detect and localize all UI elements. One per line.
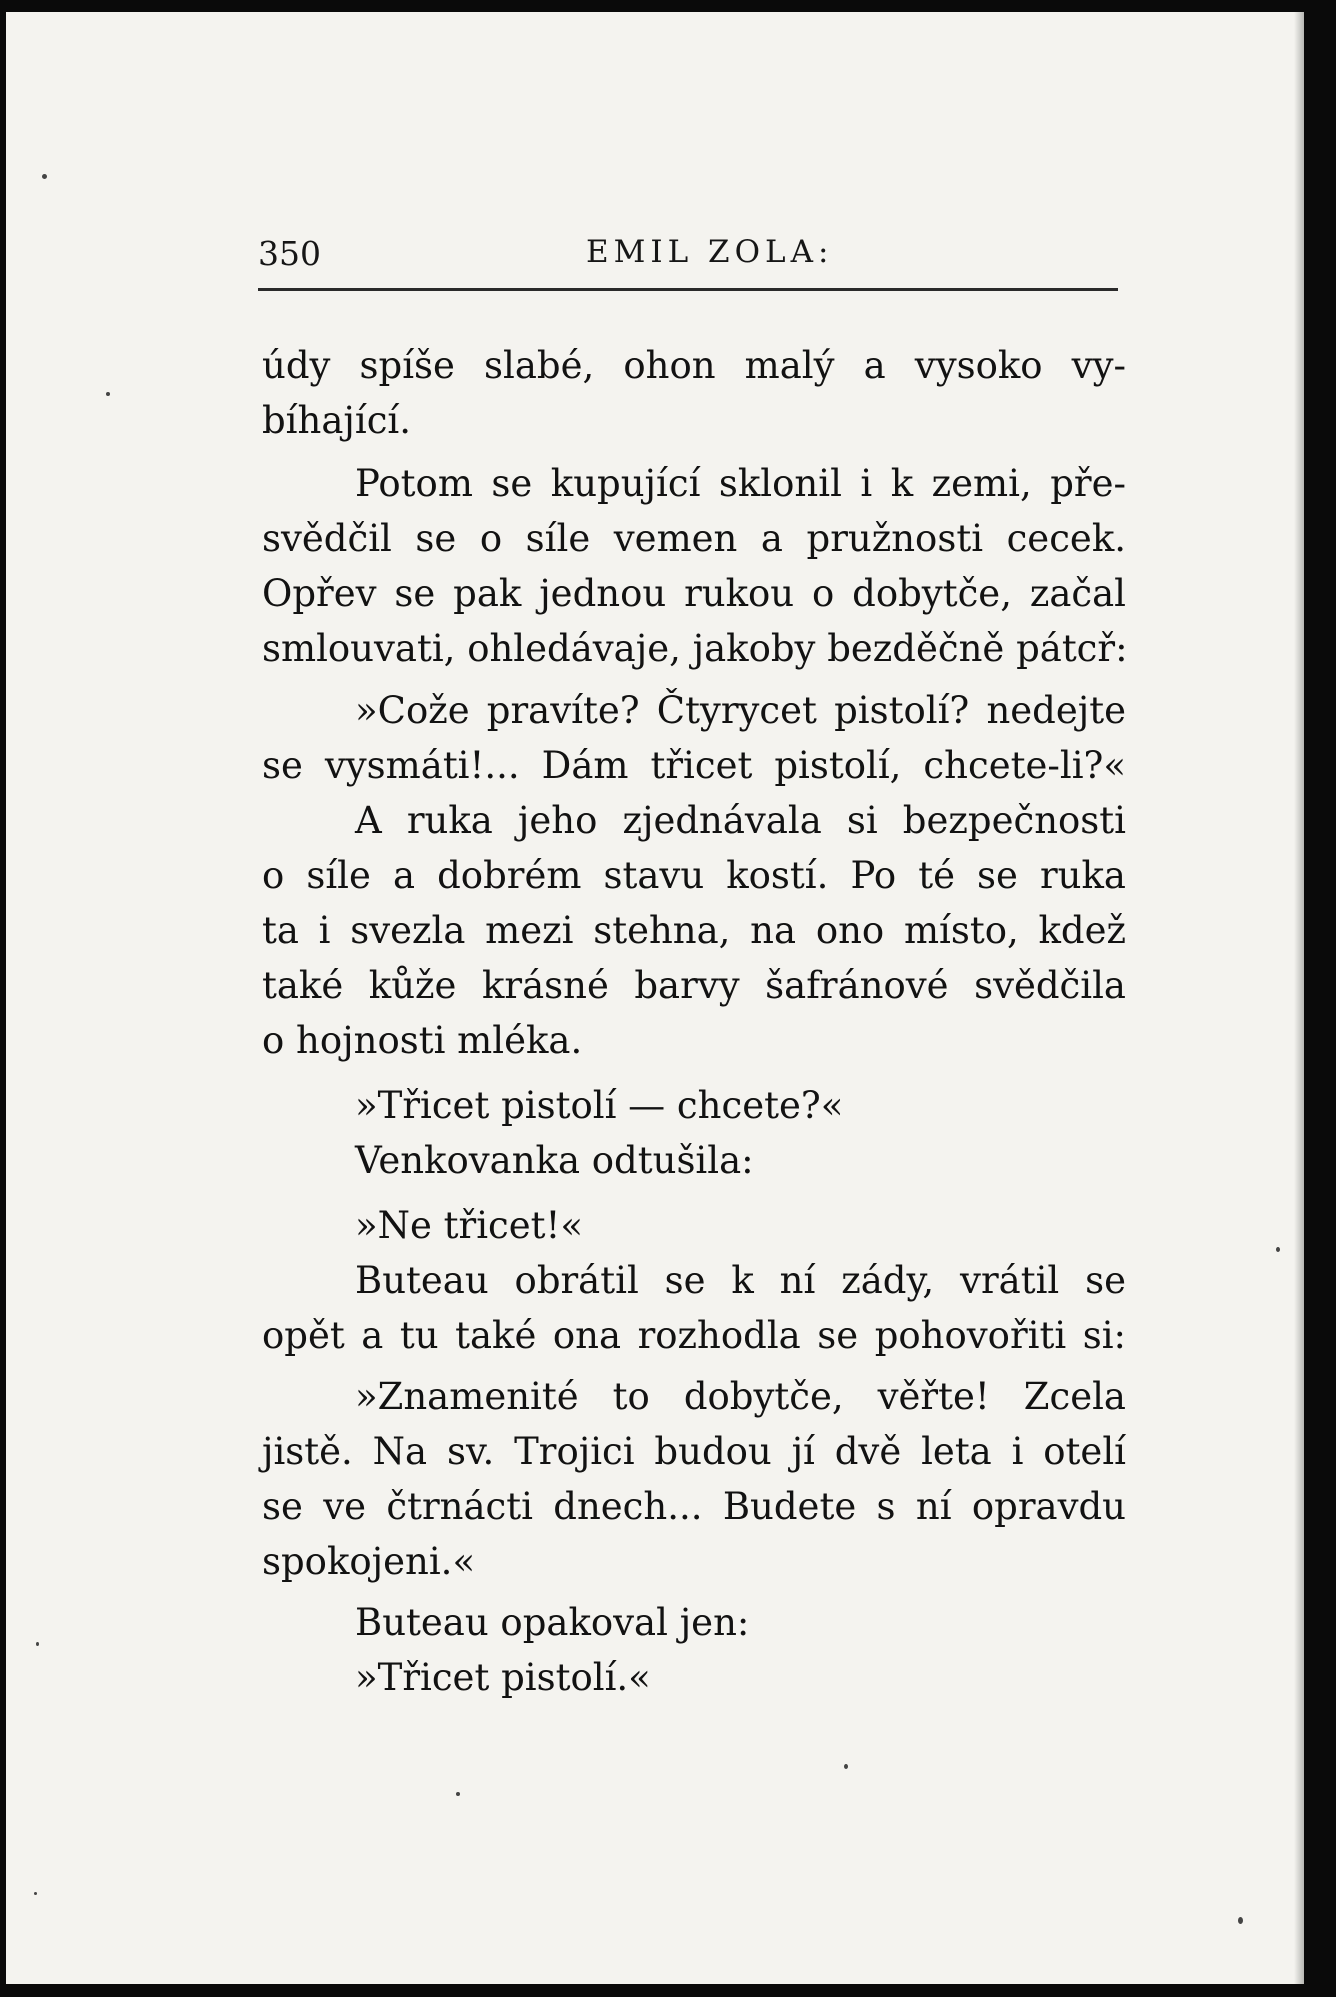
paper-speck xyxy=(34,1892,37,1895)
running-head: EMIL ZOLA: xyxy=(586,234,834,270)
text-line: se ve čtrnácti dnech... Budete s ní opravdu xyxy=(262,1485,1126,1528)
text-body xyxy=(262,338,1126,1705)
text-line: jistě. Na sv. Trojici budou jí dvě leta i otelí xyxy=(262,1430,1126,1473)
page-header xyxy=(258,234,1118,284)
header-rule xyxy=(258,288,1118,291)
text-line: »Znamenité to dobytče, věřte! Zcela xyxy=(355,1375,1126,1418)
paper-speck xyxy=(42,174,47,179)
text-line: Venkovanka odtušila: xyxy=(355,1139,754,1182)
paper-speck xyxy=(106,392,110,396)
text-line: »Ne třicet!« xyxy=(355,1204,584,1247)
page-number: 350 xyxy=(258,234,321,273)
paper-speck xyxy=(844,1764,848,1769)
text-line: Opřev se pak jednou rukou o dobytče, začal xyxy=(262,572,1126,615)
text-line: také kůže krásné barvy šafránové svědčila xyxy=(262,964,1126,1007)
text-line: spokojeni.« xyxy=(262,1540,476,1583)
text-line: Buteau opakoval jen: xyxy=(355,1601,750,1644)
text-line: smlouvati, ohledávaje, jakoby bezděčně pátcř: xyxy=(262,627,1128,670)
text-line: opět a tu také ona rozhodla se pohovořiti si: xyxy=(262,1314,1126,1357)
page-edge-shadow xyxy=(1294,12,1304,1984)
text-line: »Třicet pistolí.« xyxy=(355,1656,651,1699)
text-line: svědčil se o síle vemen a pružnosti cecek. xyxy=(262,517,1126,560)
text-line: údy spíše slabé, ohon malý a vysoko vy- xyxy=(262,344,1126,387)
paper-speck xyxy=(1238,1917,1243,1924)
text-line: ta i svezla mezi stehna, na ono místo, kdež xyxy=(262,909,1126,952)
paper-speck xyxy=(456,1792,460,1796)
text-line: o hojnosti mléka. xyxy=(262,1019,583,1062)
text-line: bíhající. xyxy=(262,399,412,442)
paper-speck xyxy=(36,1642,39,1646)
text-line: o síle a dobrém stavu kostí. Po té se ruka xyxy=(262,854,1126,897)
text-line: Buteau obrátil se k ní zády, vrátil se xyxy=(355,1259,1126,1302)
text-line: Potom se kupující sklonil i k zemi, pře- xyxy=(355,462,1126,505)
text-line: A ruka jeho zjednávala si bezpečnosti xyxy=(355,799,1126,842)
text-line: »Cože pravíte? Čtyrycet pistolí? nedejte xyxy=(355,689,1126,732)
book-page xyxy=(6,12,1304,1984)
text-line: »Třicet pistolí — chcete?« xyxy=(355,1084,844,1127)
text-line: se vysmáti!... Dám třicet pistolí, chcete-li?« xyxy=(262,744,1126,787)
paper-speck xyxy=(1276,1247,1280,1252)
